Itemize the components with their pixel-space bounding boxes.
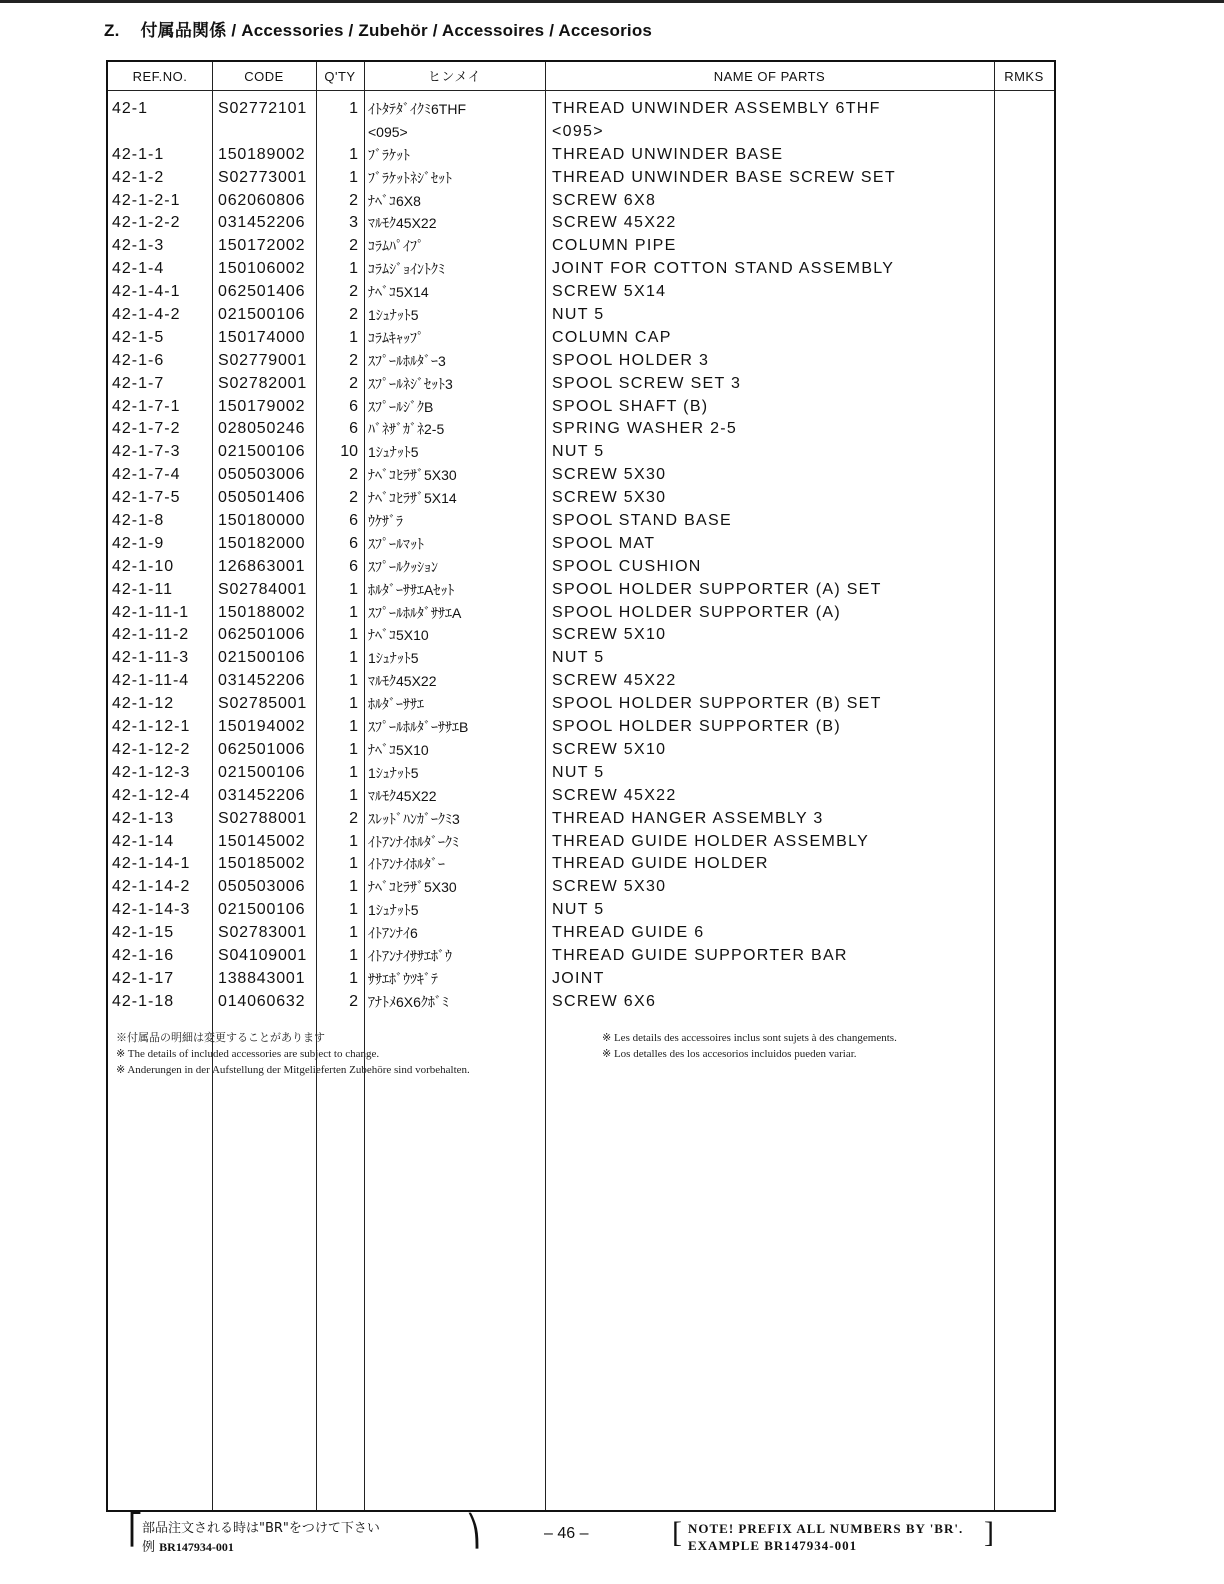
ref-no-cell: 42-1-11-1 (112, 603, 190, 621)
part-name-cell: SCREW 5X30 (552, 878, 667, 896)
hinmei-cell: ﾅﾍﾞｺ5X10 (368, 741, 429, 758)
note-en: ※ The details of included accessories are subject to change. (116, 1048, 380, 1060)
table-row (108, 350, 1054, 373)
qty-cell: 1 (349, 328, 358, 346)
code-cell: 031452206 (218, 672, 306, 690)
part-name-cell: NUT 5 (552, 649, 605, 667)
ref-no-cell: 42-1-2-2 (112, 214, 181, 232)
part-name-cell: SPOOL HOLDER SUPPORTER (B) (552, 718, 841, 736)
qty-cell: 2 (349, 466, 358, 484)
part-name-cell: SPOOL MAT (552, 534, 656, 552)
table-row (108, 579, 1054, 602)
hinmei-cell: ﾅﾍﾞｺ6X8 (368, 192, 421, 209)
part-name-cell: SCREW 45X22 (552, 672, 677, 690)
hinmei-cell: ﾎﾙﾀﾞｰｻｻｴ (368, 696, 424, 713)
code-cell: 014060632 (218, 992, 306, 1010)
code-cell: 150106002 (218, 260, 306, 278)
hinmei-cell: ﾏﾙﾓｸ45X22 (368, 787, 437, 804)
qty-cell: 2 (349, 992, 358, 1010)
code-cell: 021500106 (218, 763, 306, 781)
part-name-cell: SPOOL STAND BASE (552, 512, 732, 530)
table-row (108, 831, 1054, 854)
hinmei-cell: ｲﾄｱﾝﾅｲﾎﾙﾀﾞｰｸﾐ (368, 833, 459, 850)
code-cell: 021500106 (218, 901, 306, 919)
col-header-ref: REF.NO. (132, 69, 188, 84)
ref-no-cell: 42-1-2 (112, 168, 165, 186)
ref-no-cell: 42-1-3 (112, 237, 165, 255)
hinmei-cell: ﾅﾍﾞｺﾋﾗｻﾞ5X14 (368, 490, 457, 507)
part-name-cell: JOINT FOR COTTON STAND ASSEMBLY (552, 260, 895, 278)
part-name-cell: SPOOL SCREW SET 3 (552, 374, 742, 392)
ref-no-cell: 42-1-12 (112, 695, 175, 713)
part-name-cell: THREAD HANGER ASSEMBLY 3 (552, 809, 824, 827)
qty-cell: 1 (349, 649, 358, 667)
ref-no-cell: 42-1-11-3 (112, 649, 190, 667)
part-name-cell: SCREW 6X8 (552, 191, 657, 209)
section-title: 付属品関係 / Accessories / Zubehör / Accessoires / Accesorios (140, 21, 653, 40)
part-name-cell: SCREW 5X10 (552, 740, 667, 758)
code-cell: 126863001 (218, 557, 306, 575)
table-row (108, 212, 1054, 235)
qty-cell: 2 (349, 351, 358, 369)
code-cell: 150185002 (218, 855, 306, 873)
qty-cell: 2 (349, 306, 358, 324)
ref-no-cell: 42-1-7-1 (112, 397, 181, 415)
part-name-cell: SPOOL SHAFT (B) (552, 397, 709, 415)
qty-cell: 1 (349, 740, 358, 758)
hinmei-cell: ｲﾄｱﾝﾅｲ6 (368, 925, 418, 942)
note-de: ※ Anderungen in der Aufstellung der Mitgelieferten Zubehöre sind vorbehalten. (116, 1064, 470, 1076)
ref-no-cell: 42-1-7-4 (112, 466, 181, 484)
table-row (108, 693, 1054, 716)
table-row (108, 167, 1054, 190)
hinmei-cell: ﾏﾙﾓｸ45X22 (368, 215, 437, 232)
col-header-name: NAME OF PARTS (713, 69, 826, 84)
part-name-cell: JOINT (552, 969, 605, 987)
ref-no-cell: 42-1-4-1 (112, 283, 181, 301)
jp-example-label: 例 (142, 1540, 156, 1555)
part-name-cell: THREAD GUIDE 6 (552, 924, 705, 942)
code-cell: S02773001 (218, 168, 308, 186)
hinmei-cell: ｽﾚｯﾄﾞﾊﾝｶﾞｰｸﾐ3 (368, 810, 460, 827)
qty-cell: 1 (349, 901, 358, 919)
qty-cell: 6 (349, 557, 358, 575)
table-row (108, 121, 1054, 144)
qty-cell: 1 (349, 718, 358, 736)
part-name-cell: THREAD GUIDE SUPPORTER BAR (552, 946, 848, 964)
part-name-cell: NUT 5 (552, 443, 605, 461)
part-name-cell: SPRING WASHER 2-5 (552, 420, 738, 438)
hinmei-cell: ｺﾗﾑﾊﾟｲﾌﾟ (368, 238, 424, 255)
code-cell: S02779001 (218, 351, 308, 369)
jp-order-note: 部品注文される時は"BR"をつけて下さい (142, 1521, 380, 1536)
part-name-cell: SCREW 5X30 (552, 489, 667, 507)
qty-cell: 2 (349, 489, 358, 507)
hinmei-cell: ﾌﾞﾗｹｯﾄﾈｼﾞｾｯﾄ (368, 169, 452, 186)
ref-no-cell: 42-1-11-2 (112, 626, 190, 644)
qty-cell: 1 (349, 924, 358, 942)
table-row (108, 304, 1054, 327)
ref-no-cell: 42-1-14-1 (112, 855, 191, 873)
code-cell: 062501006 (218, 740, 306, 758)
ref-no-cell: 42-1-4-2 (112, 306, 181, 324)
code-cell: S02785001 (218, 695, 308, 713)
ref-no-cell: 42-1-7-2 (112, 420, 181, 438)
note-fr: ※ Les details des accessoires inclus sont sujets à des changements. (602, 1032, 897, 1044)
table-row (108, 762, 1054, 785)
code-cell: 150182000 (218, 534, 306, 552)
table-row (108, 235, 1054, 258)
code-cell: S02772101 (218, 100, 308, 117)
part-name-cell: <095> (552, 122, 604, 140)
table-row (108, 922, 1054, 945)
table-row (108, 785, 1054, 808)
hinmei-cell: ｲﾄﾀﾃﾀﾞｲｸﾐ6THF (368, 101, 466, 117)
table-row (108, 853, 1054, 876)
code-cell: 028050246 (218, 420, 306, 438)
jp-example-number: BR147934-001 (159, 1540, 234, 1554)
ref-no-cell: 42-1-10 (112, 557, 175, 575)
table-body (108, 98, 1054, 1014)
part-name-cell: SCREW 5X14 (552, 283, 667, 301)
hinmei-cell: ｲﾄｱﾝﾅｲﾎﾙﾀﾞｰ (368, 856, 445, 873)
table-header-row (108, 62, 1054, 91)
table-row (108, 487, 1054, 510)
qty-cell: 1 (349, 763, 358, 781)
ref-no-cell: 42-1-7-5 (112, 489, 181, 507)
bracket-left: [ (672, 1516, 682, 1549)
code-cell: 150194002 (218, 718, 306, 736)
ref-no-cell: 42-1-15 (112, 924, 175, 942)
code-cell: S04109001 (218, 946, 308, 964)
qty-cell: 1 (349, 832, 358, 850)
code-cell: 150188002 (218, 603, 306, 621)
table-row (108, 190, 1054, 213)
code-cell: 150174000 (218, 328, 306, 346)
ref-no-cell: 42-1-5 (112, 328, 165, 346)
table-row (108, 899, 1054, 922)
qty-cell: 6 (349, 397, 358, 415)
notes-right (602, 1030, 897, 1062)
hinmei-cell: 1ｼｭﾅｯﾄ5 (368, 307, 419, 324)
table-row (108, 510, 1054, 533)
ref-no-cell: 42-1-16 (112, 946, 175, 964)
ref-no-cell: 42-1-12-2 (112, 740, 191, 758)
qty-cell: 1 (349, 145, 358, 163)
code-cell: S02784001 (218, 580, 308, 598)
ref-no-cell: 42-1-7 (112, 374, 165, 392)
code-cell: S02788001 (218, 809, 308, 827)
table-row (108, 418, 1054, 441)
code-cell: 050503006 (218, 466, 306, 484)
bracket-left: ⎡ (128, 1513, 143, 1546)
page-header (104, 16, 652, 41)
table-row (108, 98, 1054, 121)
hinmei-cell: ｽﾌﾟｰﾙﾎﾙﾀﾞｻｻｴA (368, 604, 462, 621)
table-row (108, 647, 1054, 670)
code-cell: 150179002 (218, 397, 306, 415)
table-row (108, 464, 1054, 487)
ref-no-cell: 42-1-13 (112, 809, 175, 827)
table-row (108, 808, 1054, 831)
hinmei-cell: <095> (368, 123, 408, 140)
page-number: – 46 – (544, 1525, 589, 1542)
code-cell: 031452206 (218, 214, 306, 232)
qty-cell: 1 (349, 672, 358, 690)
qty-cell: 1 (349, 878, 358, 896)
hinmei-cell: 1ｼｭﾅｯﾄ5 (368, 764, 419, 781)
bracket-right: ] (984, 1516, 994, 1549)
part-name-cell: SPOOL HOLDER 3 (552, 351, 710, 369)
ref-no-cell: 42-1-11 (112, 580, 173, 598)
table-row (108, 373, 1054, 396)
qty-cell: 2 (349, 237, 358, 255)
ref-no-cell: 42-1-14 (112, 832, 175, 850)
code-cell: S02783001 (218, 924, 308, 942)
hinmei-cell: ｽﾌﾟｰﾙｼﾞｸB (368, 398, 434, 415)
part-name-cell: NUT 5 (552, 901, 605, 919)
hinmei-cell: ﾅﾍﾞｺﾋﾗｻﾞ5X30 (368, 879, 457, 896)
part-name-cell: THREAD UNWINDER BASE (552, 145, 784, 163)
qty-cell: 6 (349, 534, 358, 552)
table-row (108, 876, 1054, 899)
qty-cell: 1 (349, 969, 358, 987)
top-rule (0, 0, 1224, 3)
part-name-cell: THREAD UNWINDER ASSEMBLY 6THF (552, 100, 881, 117)
qty-cell: 2 (349, 283, 358, 301)
qty-cell: 1 (349, 603, 358, 621)
part-name-cell: THREAD UNWINDER BASE SCREW SET (552, 168, 896, 186)
code-cell: 050503006 (218, 878, 306, 896)
prefix-note-line1: NOTE! PREFIX ALL NUMBERS BY 'BR'. (688, 1521, 964, 1536)
qty-cell: 10 (340, 443, 358, 461)
ref-no-cell: 42-1-1 (112, 145, 165, 163)
note-jp: ※付属品の明細は変更することがあります (116, 1032, 325, 1044)
table-row (108, 396, 1054, 419)
hinmei-cell: ﾊﾞﾈｻﾞｶﾞﾈ2-5 (368, 421, 445, 438)
part-name-cell: SCREW 6X6 (552, 992, 657, 1010)
ref-no-cell: 42-1-6 (112, 351, 165, 369)
table-row (108, 670, 1054, 693)
hinmei-cell: ﾅﾍﾞｺ5X10 (368, 627, 429, 644)
code-cell: 021500106 (218, 649, 306, 667)
qty-cell: 6 (349, 512, 358, 530)
code-cell: 150189002 (218, 145, 306, 163)
code-cell: 150172002 (218, 237, 306, 255)
qty-cell: 6 (349, 420, 358, 438)
col-header-rmks: RMKS (1004, 69, 1044, 84)
ref-no-cell: 42-1-18 (112, 992, 175, 1010)
part-name-cell: SCREW 5X30 (552, 466, 667, 484)
code-cell: 150180000 (218, 512, 306, 530)
table-row (108, 556, 1054, 579)
footer-prefix-note (688, 1520, 963, 1554)
hinmei-cell: ｻｻｴﾎﾞｳﾂｷﾞﾃ (368, 970, 438, 987)
qty-cell: 1 (349, 855, 358, 873)
code-cell: 050501406 (218, 489, 306, 507)
code-cell: 062501406 (218, 283, 306, 301)
code-cell: 021500106 (218, 306, 306, 324)
code-cell: 062501006 (218, 626, 306, 644)
qty-cell: 2 (349, 191, 358, 209)
col-header-qty: Q'TY (324, 69, 356, 84)
qty-cell: 2 (349, 374, 358, 392)
parts-table (106, 60, 1056, 1512)
part-name-cell: SCREW 5X10 (552, 626, 667, 644)
table-row (108, 991, 1054, 1014)
hinmei-cell: 1ｼｭﾅｯﾄ5 (368, 902, 419, 919)
ref-no-cell: 42-1-2-1 (112, 191, 181, 209)
hinmei-cell: ｽﾌﾟｰﾙﾎﾙﾀﾞｰ3 (368, 352, 446, 369)
code-cell: 150145002 (218, 832, 306, 850)
col-header-code: CODE (244, 69, 284, 84)
hinmei-cell: ｺﾗﾑｼﾞｮｲﾝﾄｸﾐ (368, 261, 445, 278)
hinmei-cell: ｽﾌﾟｰﾙﾏｯﾄ (368, 535, 424, 552)
part-name-cell: COLUMN PIPE (552, 237, 677, 255)
part-name-cell: SPOOL CUSHION (552, 557, 702, 575)
hinmei-cell: ｽﾌﾟｰﾙｸｯｼｮﾝ (368, 558, 438, 575)
code-cell: 138843001 (218, 969, 306, 987)
code-cell: S02782001 (218, 374, 308, 392)
table-row (108, 945, 1054, 968)
ref-no-cell: 42-1-12-4 (112, 786, 191, 804)
part-name-cell: NUT 5 (552, 306, 605, 324)
ref-no-cell: 42-1-7-3 (112, 443, 181, 461)
qty-cell: 1 (349, 260, 358, 278)
qty-cell: 1 (349, 695, 358, 713)
part-name-cell: SPOOL HOLDER SUPPORTER (A) SET (552, 580, 882, 598)
table-row (108, 258, 1054, 281)
prefix-note-line2: EXAMPLE BR147934-001 (688, 1538, 858, 1553)
qty-cell: 1 (349, 168, 358, 186)
qty-cell: 1 (349, 100, 358, 117)
ref-no-cell: 42-1-14-3 (112, 901, 191, 919)
ref-no-cell: 42-1-4 (112, 260, 165, 278)
hinmei-cell: ﾏﾙﾓｸ45X22 (368, 673, 437, 690)
hinmei-cell: ﾎﾙﾀﾞｰｻｻｴAｾｯﾄ (368, 581, 455, 598)
part-name-cell: NUT 5 (552, 763, 605, 781)
ref-no-cell: 42-1-8 (112, 512, 165, 530)
table-row (108, 716, 1054, 739)
hinmei-cell: ﾅﾍﾞｺﾋﾗｻﾞ5X30 (368, 467, 457, 484)
hinmei-cell: ｳｹｻﾞﾗ (368, 513, 403, 530)
part-name-cell: THREAD GUIDE HOLDER (552, 855, 769, 873)
ref-no-cell: 42-1-14-2 (112, 878, 191, 896)
table-row (108, 968, 1054, 991)
hinmei-cell: ﾌﾞﾗｹｯﾄ (368, 146, 410, 163)
ref-no-cell: 42-1-9 (112, 534, 165, 552)
qty-cell: 1 (349, 626, 358, 644)
bracket-right: ⎞ (466, 1515, 481, 1548)
table-row (108, 144, 1054, 167)
hinmei-cell: 1ｼｭﾅｯﾄ5 (368, 444, 419, 461)
hinmei-cell: ｺﾗﾑｷｬｯﾌﾟ (368, 329, 424, 346)
ref-no-cell: 42-1-17 (112, 969, 175, 987)
table-row (108, 602, 1054, 625)
qty-cell: 1 (349, 946, 358, 964)
qty-cell: 1 (349, 580, 358, 598)
qty-cell: 2 (349, 809, 358, 827)
qty-cell: 1 (349, 786, 358, 804)
code-cell: 021500106 (218, 443, 306, 461)
ref-no-cell: 42-1-11-4 (112, 672, 190, 690)
code-cell: 062060806 (218, 191, 306, 209)
ref-no-cell: 42-1 (112, 100, 149, 117)
part-name-cell: SPOOL HOLDER SUPPORTER (B) SET (552, 695, 882, 713)
hinmei-cell: ｽﾌﾟｰﾙﾈｼﾞｾｯﾄ3 (368, 375, 453, 392)
table-row (108, 441, 1054, 464)
section-letter: Z. (104, 21, 120, 40)
part-name-cell: SPOOL HOLDER SUPPORTER (A) (552, 603, 841, 621)
notes-left (116, 1030, 470, 1078)
col-header-hinmei: ヒンメイ (427, 69, 482, 84)
ref-no-cell: 42-1-12-1 (112, 718, 191, 736)
code-cell: 031452206 (218, 786, 306, 804)
hinmei-cell: ｽﾌﾟｰﾙﾎﾙﾀﾞｰｻｻｴB (368, 719, 469, 736)
footer-jp-note (142, 1517, 380, 1555)
table-row (108, 624, 1054, 647)
part-name-cell: SCREW 45X22 (552, 214, 677, 232)
qty-cell: 3 (349, 214, 358, 232)
hinmei-cell: 1ｼｭﾅｯﾄ5 (368, 650, 419, 667)
table-row (108, 533, 1054, 556)
table-row (108, 327, 1054, 350)
hinmei-cell: ﾅﾍﾞｺ5X14 (368, 284, 429, 301)
table-row (108, 281, 1054, 304)
part-name-cell: THREAD GUIDE HOLDER ASSEMBLY (552, 832, 870, 850)
note-es: ※ Los detalles des los accesorios incluidos pueden variar. (602, 1048, 857, 1060)
hinmei-cell: ｱﾅﾄﾒ6X6ｸﾎﾞﾐ (368, 993, 449, 1010)
part-name-cell: COLUMN CAP (552, 328, 672, 346)
table-row (108, 739, 1054, 762)
part-name-cell: SCREW 45X22 (552, 786, 677, 804)
hinmei-cell: ｲﾄｱﾝﾅｲｻｻｴﾎﾞｳ (368, 947, 452, 964)
ref-no-cell: 42-1-12-3 (112, 763, 191, 781)
